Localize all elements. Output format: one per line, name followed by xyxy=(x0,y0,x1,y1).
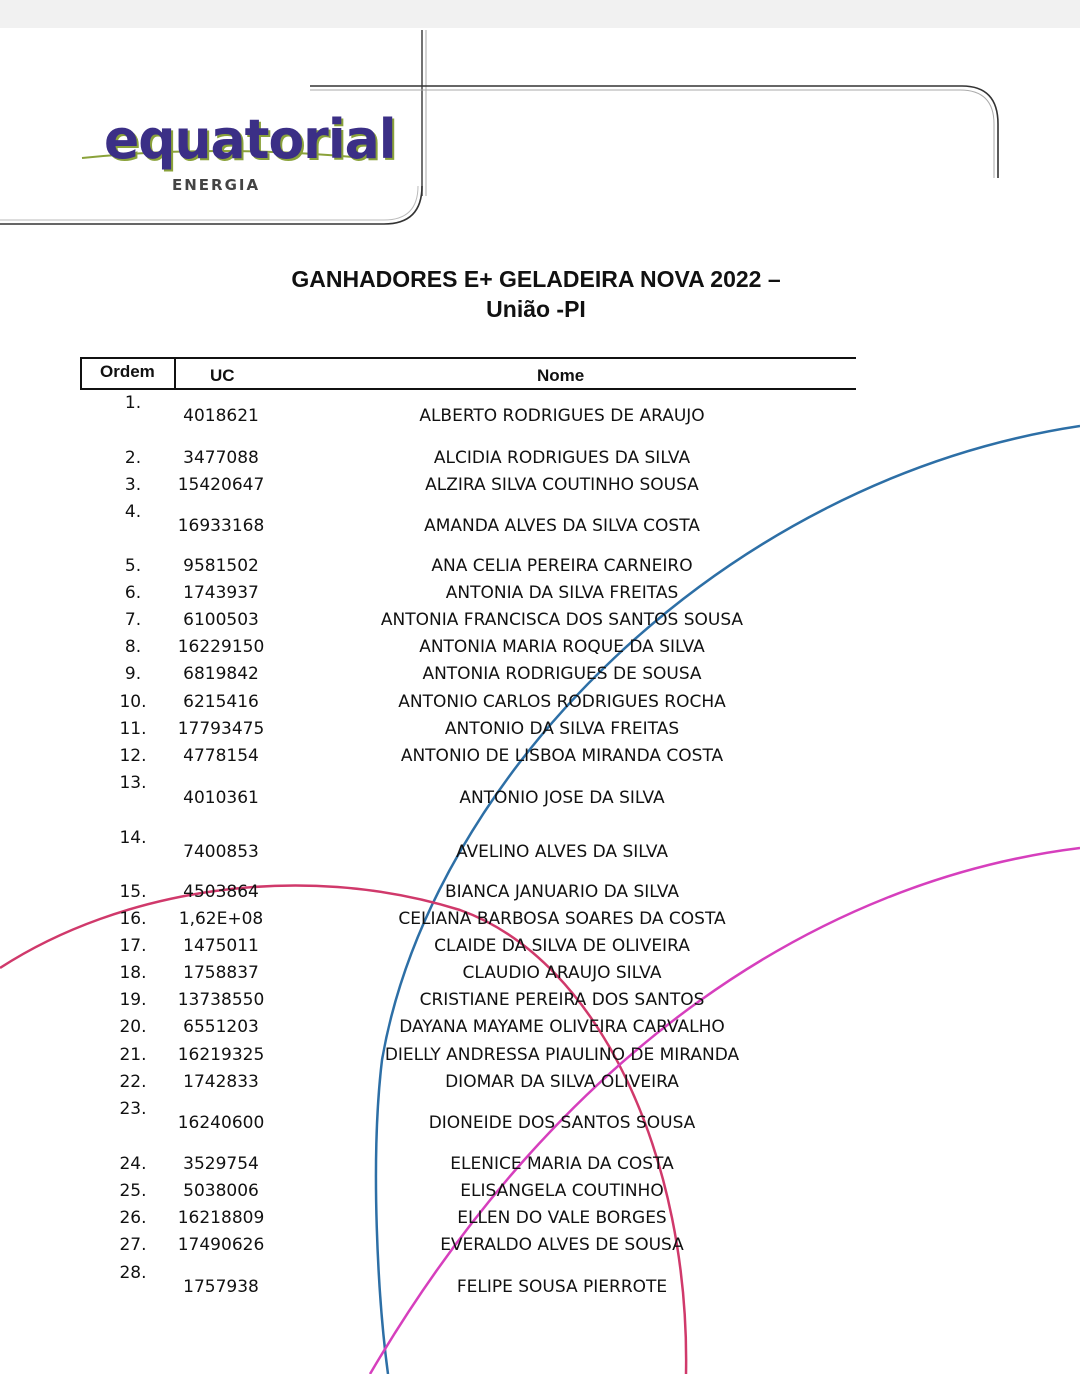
row-nome: ANTONIA MARIA ROQUE DA SILVA xyxy=(419,637,705,657)
header-uc: UC xyxy=(210,366,235,385)
row-uc: 4018621 xyxy=(183,406,259,426)
row-uc: 9581502 xyxy=(183,556,259,576)
logo-wordmark: equatorial xyxy=(104,108,396,172)
row-uc: 16933168 xyxy=(177,516,265,536)
row-ordem: 11. xyxy=(119,719,147,739)
document-title: GANHADORES E+ GELADEIRA NOVA 2022 – xyxy=(291,266,781,292)
row-nome: FELIPE SOUSA PIERROTE xyxy=(456,1277,668,1297)
header-nome: Nome xyxy=(537,366,585,385)
row-uc: 13738550 xyxy=(177,990,265,1010)
top-bar xyxy=(0,0,1080,28)
row-nome: ELENICE MARIA DA COSTA xyxy=(450,1154,674,1174)
row-ordem: 23. xyxy=(119,1099,147,1119)
row-nome: DIELLY ANDRESSA PIAULINO DE MIRANDA xyxy=(384,1045,740,1065)
row-ordem: 22. xyxy=(119,1072,147,1092)
row-uc: 3477088 xyxy=(183,448,259,468)
row-ordem: 2. xyxy=(124,448,142,468)
row-ordem: 15. xyxy=(119,882,147,902)
row-uc: 1757938 xyxy=(183,1277,259,1297)
company-logo xyxy=(78,108,396,200)
row-uc: 1758837 xyxy=(183,963,259,983)
row-nome: ANTONIA RODRIGUES DE SOUSA xyxy=(422,664,702,684)
row-uc: 6819842 xyxy=(183,664,259,684)
row-nome: ALBERTO RODRIGUES DE ARAUJO xyxy=(419,406,705,426)
row-uc: 17490626 xyxy=(177,1235,265,1255)
row-nome: DIOMAR DA SILVA OLIVEIRA xyxy=(445,1072,679,1092)
row-uc: 4778154 xyxy=(183,746,259,766)
row-nome: BIANCA JANUARIO DA SILVA xyxy=(444,882,680,902)
row-nome: ELLEN DO VALE BORGES xyxy=(457,1208,667,1228)
row-nome: ALCIDIA RODRIGUES DA SILVA xyxy=(433,448,691,468)
row-ordem: 17. xyxy=(119,936,147,956)
row-nome: CELIANA BARBOSA SOARES DA COSTA xyxy=(398,909,726,929)
document-subtitle: União -PI xyxy=(486,296,586,322)
row-ordem: 7. xyxy=(124,610,142,630)
row-uc: 6215416 xyxy=(183,692,259,712)
row-uc: 7400853 xyxy=(183,842,259,862)
row-ordem: 6. xyxy=(124,583,142,603)
row-nome: ANTONIO DA SILVA FREITAS xyxy=(444,719,680,739)
row-uc: 3529754 xyxy=(183,1154,259,1174)
row-ordem: 12. xyxy=(119,746,147,766)
row-ordem: 28. xyxy=(119,1263,147,1283)
row-uc: 1743937 xyxy=(183,583,259,603)
row-nome: ANA CELIA PEREIRA CARNEIRO xyxy=(431,556,693,576)
row-nome: EVERALDO ALVES DE SOUSA xyxy=(440,1235,684,1255)
row-ordem: 24. xyxy=(119,1154,147,1174)
logo-subtitle: ENERGIA xyxy=(172,176,261,194)
row-uc: 17793475 xyxy=(177,719,265,739)
row-nome: CLAIDE DA SILVA DE OLIVEIRA xyxy=(434,936,690,956)
row-uc: 6100503 xyxy=(183,610,259,630)
row-ordem: 8. xyxy=(124,637,142,657)
row-ordem: 1. xyxy=(124,393,142,413)
row-uc: 6551203 xyxy=(183,1017,259,1037)
row-nome: ALZIRA SILVA COUTINHO SOUSA xyxy=(425,475,699,495)
row-uc: 4503864 xyxy=(183,882,259,902)
row-nome: DIONEIDE DOS SANTOS SOUSA xyxy=(428,1113,696,1133)
row-uc: 4010361 xyxy=(183,788,259,808)
row-nome: DAYANA MAYAME OLIVEIRA CARVALHO xyxy=(399,1017,725,1037)
row-nome: ANTONIO JOSE DA SILVA xyxy=(459,788,665,808)
row-nome: ANTONIA DA SILVA FREITAS xyxy=(445,583,679,603)
row-ordem: 25. xyxy=(119,1181,147,1201)
row-nome: CLAUDIO ARAUJO SILVA xyxy=(462,963,662,983)
header-ordem: Ordem xyxy=(100,362,155,381)
row-ordem: 20. xyxy=(119,1017,147,1037)
row-ordem: 5. xyxy=(124,556,142,576)
row-ordem: 9. xyxy=(124,664,142,684)
row-ordem: 14. xyxy=(119,828,147,848)
row-ordem: 21. xyxy=(119,1045,147,1065)
row-ordem: 10. xyxy=(119,692,147,712)
row-nome: AVELINO ALVES DA SILVA xyxy=(455,842,669,862)
row-nome: ANTONIO CARLOS RODRIGUES ROCHA xyxy=(398,692,726,712)
row-ordem: 3. xyxy=(124,475,142,495)
row-uc: 16218809 xyxy=(177,1208,265,1228)
row-ordem: 26. xyxy=(119,1208,147,1228)
row-nome: ELISANGELA COUTINHO xyxy=(460,1181,664,1201)
row-ordem: 16. xyxy=(119,909,147,929)
row-nome: ANTONIA FRANCISCA DOS SANTOS SOUSA xyxy=(380,610,744,630)
row-ordem: 27. xyxy=(119,1235,147,1255)
row-ordem: 13. xyxy=(119,773,147,793)
row-uc: 16219325 xyxy=(177,1045,265,1065)
row-uc: 16240600 xyxy=(177,1113,265,1133)
row-uc: 1742833 xyxy=(183,1072,259,1092)
row-uc: 1475011 xyxy=(183,936,259,956)
row-uc: 16229150 xyxy=(177,637,265,657)
row-uc: 15420647 xyxy=(177,475,265,495)
row-nome: CRISTIANE PEREIRA DOS SANTOS xyxy=(419,990,705,1010)
row-ordem: 19. xyxy=(119,990,147,1010)
row-uc: 5038006 xyxy=(183,1181,259,1201)
row-ordem: 18. xyxy=(119,963,147,983)
row-nome: AMANDA ALVES DA SILVA COSTA xyxy=(424,516,700,536)
row-ordem: 4. xyxy=(124,502,142,522)
row-uc: 1,62E+08 xyxy=(178,909,264,929)
row-nome: ANTONIO DE LISBOA MIRANDA COSTA xyxy=(400,746,724,766)
